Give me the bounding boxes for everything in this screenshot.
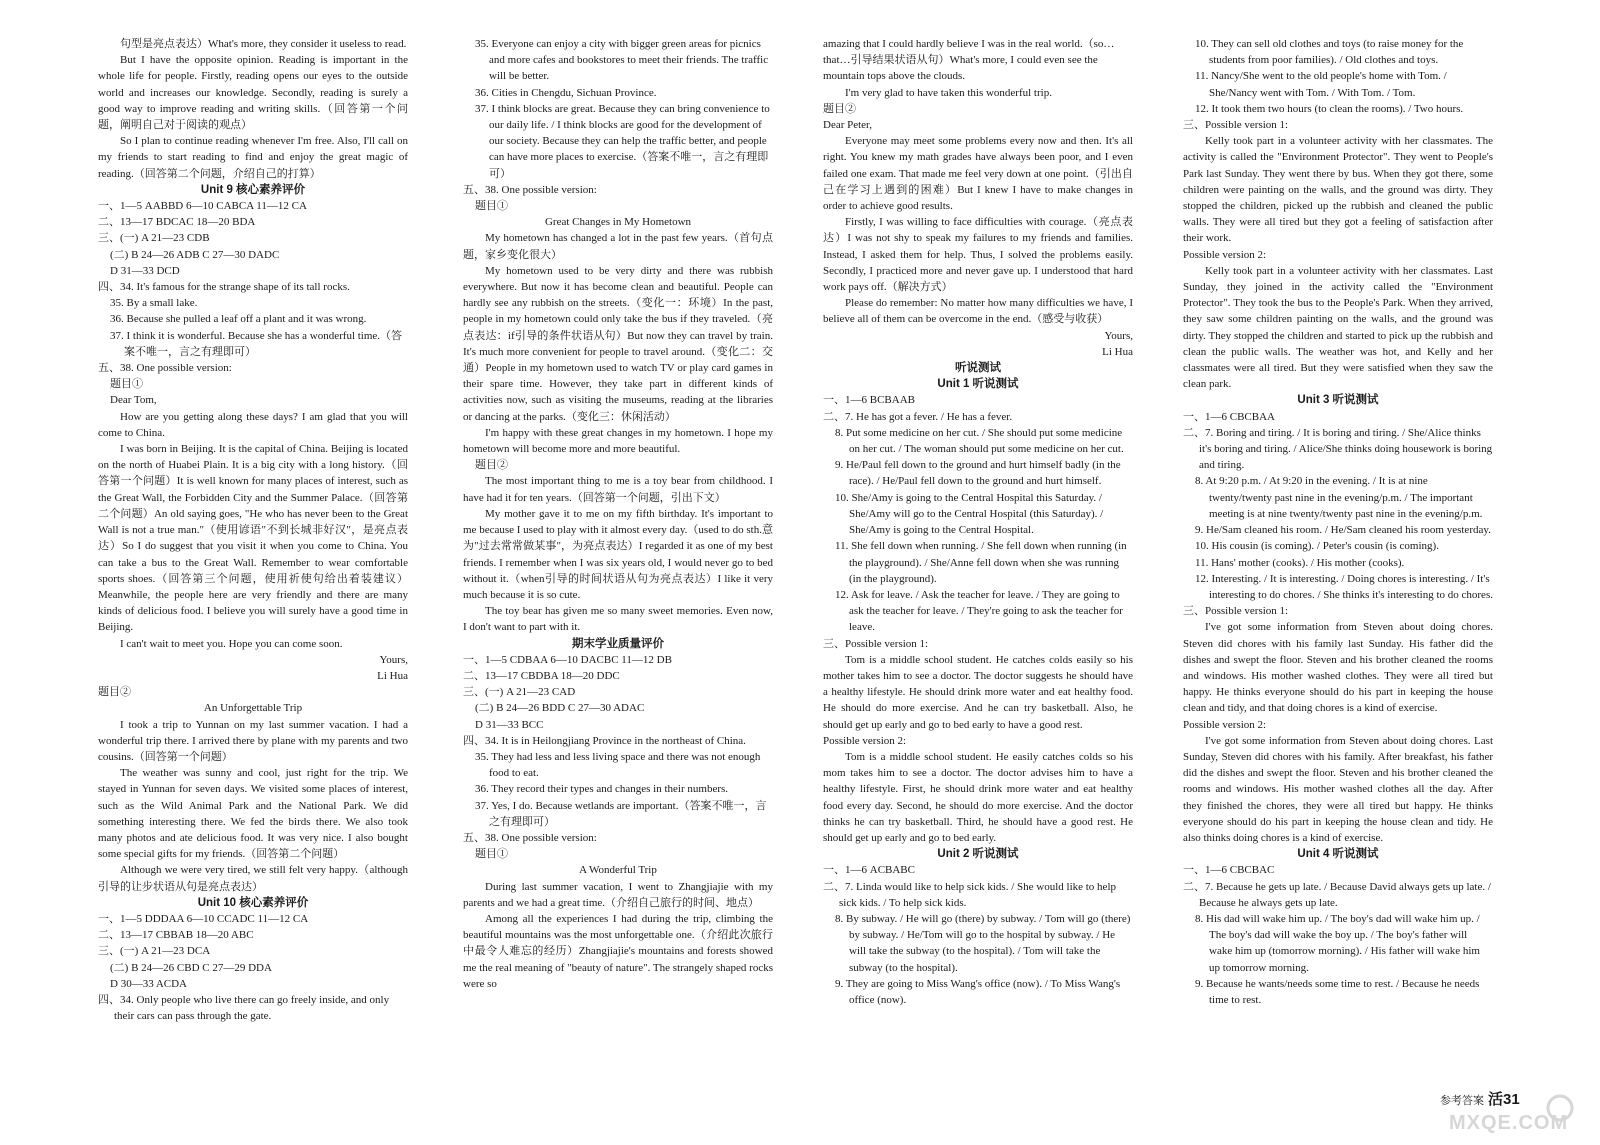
text-line: I took a trip to Yunnan on my last summer vacation. I had a wonderful trip there. I arrived there by plane with my parents and two cousins.（回答第一个问题） bbox=[98, 718, 408, 763]
text-line: 二、13—17 CBBAB 18—20 ABC bbox=[98, 929, 254, 942]
text-line: 一、1—6 BCBAAB bbox=[823, 394, 915, 407]
text-line: 三、(一) A 21—23 DCA bbox=[98, 945, 211, 958]
text-line: I'm happy with these great changes in my hometown. I hope my hometown will become more and more beautiful. bbox=[463, 426, 773, 456]
text-line: amazing that I could hardly believe I was in the real world.（so…that…引导结果状语从句）What's more, I could even see the mountain tops above the clouds. bbox=[823, 38, 1115, 83]
text-line: (二) B 24—26 CBD C 27—29 DDA bbox=[110, 961, 272, 974]
text-line: 35. They had less and less living space and there was not enough food to eat. bbox=[475, 750, 761, 780]
text-line: Dear Peter, bbox=[823, 119, 873, 132]
text-line: (二) B 24—26 BDD C 27—30 ADAC bbox=[475, 702, 645, 715]
section-heading: Unit 10 核心素养评价 bbox=[197, 896, 309, 909]
text-line: My mother gave it to me on my fifth birthday. It's important to me because I used to play with it almost every day.（used to do sth.意为"过去常常做某事"，为亮点表达）I regarded it as one of my best friends. I remember when I was six years old, I would never go to bed without it.（when引导的时间状语从句为亮点表达）I like it very much because it is so cute. bbox=[463, 507, 773, 601]
text-line: 36. Because she pulled a leaf off a plant and it was wrong. bbox=[110, 313, 367, 326]
text-line: Great Changes in My Hometown bbox=[544, 216, 692, 229]
text-line: The weather was sunny and cool, just right for the trip. We stayed in Yunnan for seven days. We visited some places of interest, such as the Wild Animal Park and the National Park. We did something interesting there. We fed the birds there. We also took many photos and ate delicious food. It was very nice. I also bought some special gifts for my friends.（回答第二个问题） bbox=[98, 767, 408, 861]
text-line: Possible version 2: bbox=[1183, 718, 1267, 731]
text-line: 题目① bbox=[475, 200, 508, 213]
text-line: 三、(一) A 21—23 CDB bbox=[98, 232, 210, 245]
text-line: 一、1—6 CBCBAC bbox=[1183, 864, 1275, 877]
text-line: Everyone may meet some problems every now and then. It's all right. You knew my math grades have always been poor, and I even failed one exam. That made me feel very down at one point.（引出自己在学习上遇到的困难）But I knew I have to make changes in order to achieve good results. bbox=[823, 135, 1133, 213]
text-line: 11. Hans' mother (cooks). / His mother (cooks). bbox=[1195, 556, 1405, 569]
text-line: My hometown has changed a lot in the past few years.（首句点题，家乡变化很大） bbox=[463, 232, 773, 261]
text-line: How are you getting along these days? I am glad that you will come to China. bbox=[98, 410, 408, 439]
text-line: I was born in Beijing. It is the capital of China. Beijing is located on the north of Huabei Plain. It is a big city with a long history.（回答第一个问题）It is well known for many places of interest, such as the Great Wall, the Forbidden City and the Summer Palace.（回答第二个问题）An old saying goes, "He who has never been to the Great Wall is not a true man."（使用谚语"不到长城非好汉"，是亮点表达）So I do suggest that you visit it when you come to China. You can take a bus to the Great Wall. Remember to wear comfortable sports shoes.（回答第三个问题，使用祈使句给出着装建议）Meanwhile, the people here are very friendly and there are many kinds of delicious food. I believe you will surely have a good time in Beijing. bbox=[98, 443, 408, 634]
text-line: 35. By a small lake. bbox=[110, 297, 198, 310]
text-line: 五、38. One possible version: bbox=[463, 831, 597, 844]
text-line: 37. I think it is wonderful. Because she has a wonderful time.（答案不唯一，言之有理即可） bbox=[110, 329, 403, 358]
text-line: I can't wait to meet you. Hope you can come soon. bbox=[120, 637, 343, 650]
text-line: 题目② bbox=[98, 686, 131, 699]
text-line: 一、1—5 DDDAA 6—10 CCADC 11—12 CA bbox=[98, 912, 309, 925]
text-line: 12. It took them two hours (to clean the rooms). / Two hours. bbox=[1195, 102, 1464, 115]
text-line: My hometown used to be very dirty and there was rubbish everywhere. But now it has become clean and beautiful. People can hardly see any rubbish on the streets.（变化一：环境）In the past, people in my hometown could only take the bus if they traveled.（亮点表达：if引导的条件状语从句）But now they can travel by train. It's much more convenient for people to travel around.（变化二：交通）People in my hometown used to watch TV or play card games in their spare time. However, they take part in different kinds of activities now, such as visiting the museums, reading at the libraries or dancing at the parks.（变化三：休闲活动） bbox=[463, 264, 773, 423]
text-line: 12. Ask for leave. / Ask the teacher for leave. / They are going to ask the teacher for leave. / They're going to ask the teacher for leave. bbox=[835, 588, 1123, 634]
text-line: 8. By subway. / He will go (there) by subway. / Tom will go (there) by subway. / He/Tom will go to the hospital by subway. / He will take the subway (to the hospital). / Tom will take the subway (to the hospital). bbox=[835, 912, 1131, 974]
text-line: Tom is a middle school student. He easily catches colds so his mom takes him to see a doctor. The doctor advises him to have a healthy lifestyle. First, he should drink more water and eat healthy food every day. Second, he should do more exercise. And the doctor thinks he can try basketball. Third, he should have a good rest. He should get up early and go to bed early. bbox=[823, 750, 1133, 844]
text-line: So I plan to continue reading whenever I'm free. Also, I'll call on my friends to start reading to find and enjoy the great magic of reading.（回答第二个问题，介绍自己的打算） bbox=[98, 135, 408, 180]
text-line: D 31—33 BCC bbox=[475, 718, 544, 731]
text-line: 二、7. Linda would like to help sick kids. / She would like to help sick kids. / To help sick kids. bbox=[823, 880, 1116, 909]
text-line: 35. Everyone can enjoy a city with bigger green areas for picnics and more cafes and bookstores to meet their friends. The traffic will be better. bbox=[475, 38, 769, 83]
text-line: 二、7. He has got a fever. / He has a fever. bbox=[823, 410, 1013, 423]
text-line: 题目① bbox=[475, 848, 508, 861]
text-line: D 30—33 ACDA bbox=[110, 977, 188, 990]
text-line: Li Hua bbox=[1102, 345, 1133, 358]
text-line: D 31—33 DCD bbox=[110, 264, 180, 277]
text-line: 36. They record their types and changes in their numbers. bbox=[475, 783, 729, 796]
watermark-text: MXQE.COM bbox=[1449, 1112, 1569, 1134]
text-line: 二、7. Because he gets up late. / Because David always gets up late. / Because he always gets up late. bbox=[1183, 880, 1491, 909]
text-line: Firstly, I was willing to face difficulties with courage.（亮点表达）I was not shy to speak my failures to my friends and families. Instead, I asked them for help. Thus, I solved the problems easily. Secondly, I practiced more and never gave up. I understood that hard work pays off.（解决方式） bbox=[823, 216, 1133, 294]
text-line: 12. Interesting. / It is interesting. / Doing chores is interesting. / It's interesting to do chores. / She thinks it's interesting to do chores. bbox=[1195, 572, 1493, 601]
text-line: 10. His cousin (is coming). / Peter's cousin (is coming). bbox=[1195, 540, 1439, 553]
footer-label: 参考答案 bbox=[1440, 1095, 1484, 1107]
text-line: 37. Yes, I do. Because wetlands are important.（答案不唯一，言之有理即可） bbox=[475, 799, 767, 828]
text-line: 9. He/Paul fell down to the ground and hurt himself badly (in the race). / He/Paul fell down to the ground and hurt himself. bbox=[835, 459, 1121, 488]
text-line: 一、1—6 ACBABC bbox=[823, 864, 915, 877]
text-line: I've got some information from Steven about doing chores. Steven did chores with his family last Sunday. His father did the dishes and swept the floor. Steven and his brother cleaned the rooms and windows. His mother washed clothes. They were all tired but happy. He thinks everyone should do his part in keeping the house clean and tidy, and that doing chores is a kind of exercise. bbox=[1183, 621, 1493, 715]
column-1 bbox=[98, 36, 408, 1121]
column-3 bbox=[823, 36, 1133, 1121]
text-line: 8. His dad will wake him up. / The boy's dad will wake him up. / The boy's dad will wake the boy up. / The boy's father will wake him up (tomorrow morning). / His father will wake him up tomorrow morning. bbox=[1195, 912, 1480, 974]
section-heading: Unit 2 听说测试 bbox=[937, 848, 1019, 861]
text-line: 五、38. One possible version: bbox=[98, 362, 232, 375]
text-line: The toy bear has given me so many sweet memories. Even now, I don't want to part with it. bbox=[463, 605, 773, 634]
text-line: Li Hua bbox=[377, 669, 408, 682]
text-line: Kelly took part in a volunteer activity with her classmates. Last Sunday, they joined in the activity called the "Environment Protector". They took the bus to the People's Park. When they arrived, they saw some children painting on the walls, and the ground was dirty. They stopped the children and started to pick up the rubbish and clean the public walls. The weather was hot, and Kelly and her classmates were all tired. But they were satisfied when they saw the clean park. bbox=[1183, 264, 1493, 391]
text-line: 一、1—6 CBCBAA bbox=[1183, 410, 1275, 423]
text-line: 三、(一) A 21—23 CAD bbox=[463, 686, 576, 699]
text-line: 二、13—17 CBDBA 18—20 DDC bbox=[463, 669, 620, 682]
text-line: 一、1—5 AABBD 6—10 CABCA 11—12 CA bbox=[98, 200, 307, 213]
text-line: Possible version 2: bbox=[823, 734, 907, 747]
text-line: Among all the experiences I had during the trip, climbing the beautiful mountains was the most unforgettable one.（介绍此次旅行中最令人难忘的经历）Zhangjiajie's mountains and forests showed me the real meaning of "beauty of nature". The strangely shaped rocks were so bbox=[463, 912, 773, 990]
text-line: 36. Cities in Chengdu, Sichuan Province. bbox=[475, 86, 657, 99]
text-line: 四、34. It is in Heilongjiang Province in the northeast of China. bbox=[463, 734, 746, 747]
text-line: During last summer vacation, I went to Zhangjiajie with my parents and we had a great time.（介绍自己旅行的时间、地点） bbox=[463, 880, 773, 909]
text-line: Tom is a middle school student. He catches colds easily so his mother takes him to see a doctor. The doctor suggests he should have a healthy lifestyle. He should drink more water and eat healthy food. He should do more exercise. And he can try basketball. Also, he should get up early and go to bed early to have a good rest. bbox=[823, 653, 1133, 731]
text-line: 题目① bbox=[110, 378, 143, 391]
section-heading: 听说测试 bbox=[955, 362, 1001, 375]
text-line: 9. They are going to Miss Wang's office (now). / To Miss Wang's office (now). bbox=[835, 977, 1121, 1006]
section-heading: Unit 3 听说测试 bbox=[1297, 394, 1379, 407]
section-heading: 期末学业质量评价 bbox=[572, 637, 664, 650]
text-line: Please do remember: No matter how many difficulties we have, I believe all of them can be overcome in the end.（感受与收获） bbox=[823, 297, 1133, 326]
text-line: 四、34. Only people who live there can go freely inside, and only their cars can pass through the gate. bbox=[98, 993, 390, 1023]
text-line: 10. She/Amy is going to the Central Hospital this Saturday. / She/Amy will go to the Central Hospital (this Saturday). / She/Amy is going to the Central Hospital. bbox=[835, 491, 1104, 537]
text-line: Possible version 2: bbox=[1183, 248, 1267, 261]
page-number: 活31 bbox=[1488, 1091, 1520, 1108]
text-line: 11. Nancy/She went to the old people's home with Tom. / She/Nancy went with Tom. / With Tom. / Tom. bbox=[1195, 70, 1447, 99]
text-line: 二、13—17 BDCAC 18—20 BDA bbox=[98, 216, 256, 229]
section-heading: Unit 9 核心素养评价 bbox=[200, 183, 306, 196]
text-line: An Unforgettable Trip bbox=[203, 702, 303, 715]
column-2 bbox=[463, 36, 773, 1121]
text-line: 三、Possible version 1: bbox=[823, 637, 929, 650]
watermark-logo bbox=[1445, 1094, 1585, 1136]
text-line: 二、7. Boring and tiring. / It is boring and tiring. / She/Alice thinks it's boring and tiring. / Alice/She thinks doing housework is boring and tiring. bbox=[1183, 426, 1493, 472]
section-heading: Unit 4 听说测试 bbox=[1297, 848, 1379, 861]
text-line: 三、Possible version 1: bbox=[1183, 119, 1289, 132]
text-line: 9. He/Sam cleaned his room. / He/Sam cleaned his room yesterday. bbox=[1195, 524, 1491, 537]
text-line: 8. Put some medicine on her cut. / She should put some medicine on her cut. / The woman should put some medicine on her cut. bbox=[835, 426, 1124, 456]
text-line: 一、1—5 CDBAA 6—10 DACBC 11—12 DB bbox=[463, 653, 672, 666]
text-line: (二) B 24—26 ADB C 27—30 DADC bbox=[110, 248, 280, 261]
text-line: 11. She fell down when running. / She fell down when running (in the playground). / She/Anne fell down when she was running (in the playground). bbox=[835, 540, 1127, 585]
text-line: 题目② bbox=[475, 459, 508, 472]
text-line: 8. At 9:20 p.m. / At 9:20 in the evening. / It is at nine twenty/twenty past nine in the evening/p.m. / The important meeting is at nine twenty/twenty past nine in the evening/p.m. bbox=[1195, 475, 1483, 520]
text-line: Kelly took part in a volunteer activity with her classmates. The activity is called the "Environment Protector". They went to People's Park last Sunday. They went there by bus. When they got there, some children were painting on the walls, and the ground was dirty. They stopped the children, picked up the rubbish and cleaned the public walls. They were all tired but they got a feeling of satisfaction after their work. bbox=[1183, 135, 1493, 245]
text-line: A Wonderful Trip bbox=[579, 864, 657, 877]
text-line: 句型是亮点表达）What's more, they consider it useless to read. bbox=[120, 38, 407, 50]
text-line: 题目② bbox=[823, 102, 856, 115]
text-line: 9. Because he wants/needs some time to rest. / Because he needs time to rest. bbox=[1195, 977, 1480, 1006]
text-line: 三、Possible version 1: bbox=[1183, 605, 1289, 618]
text-line: I've got some information from Steven about doing chores. Last Sunday, Steven did chores with his family. After breakfast, his father did the dishes and swept the floor. Steven and his brother cleaned the rooms and windows. His mother washed clothes all the day. After they finished the chores, they were all tired but happy. He thinks everyone should do his part in keeping the house clean and tidy. He also thinks doing chores is a kind of exercise. bbox=[1183, 734, 1493, 844]
text-line: Although we were very tired, we still felt very happy.（although引导的让步状语从句是亮点表达） bbox=[98, 864, 408, 893]
text-line: Yours, bbox=[1104, 329, 1133, 342]
text-line: 四、34. It's famous for the strange shape of its tall rocks. bbox=[98, 281, 350, 294]
text-line: 五、38. One possible version: bbox=[463, 183, 597, 196]
text-line: The most important thing to me is a toy bear from childhood. I have had it for ten years.（回答第一个问题，引出下文） bbox=[463, 475, 773, 504]
text-line: I'm very glad to have taken this wonderful trip. bbox=[845, 86, 1052, 99]
column-4 bbox=[1183, 36, 1493, 1121]
text-line: But I have the opposite opinion. Reading is important in the whole life for people. Firstly, reading opens our eyes to the outside world and increases our knowledge. Secondly, reading is surely a good way to improve reading and writing skills.（回答第一个问题，阐明自己对于阅读的观点） bbox=[98, 54, 408, 132]
text-line: 37. I think blocks are great. Because they can bring convenience to our daily life. / I think blocks are good for the development of our society. Because they can help the traffic better, and people can have more places to exercise.（答案不唯一，言之有理即可） bbox=[475, 102, 770, 180]
text-line: Yours, bbox=[379, 653, 408, 666]
text-line: 10. They can sell old clothes and toys (to raise money for the students from poor families). / Old clothes and toys. bbox=[1195, 38, 1464, 67]
section-heading: Unit 1 听说测试 bbox=[937, 378, 1019, 391]
text-line: Dear Tom, bbox=[110, 394, 157, 407]
